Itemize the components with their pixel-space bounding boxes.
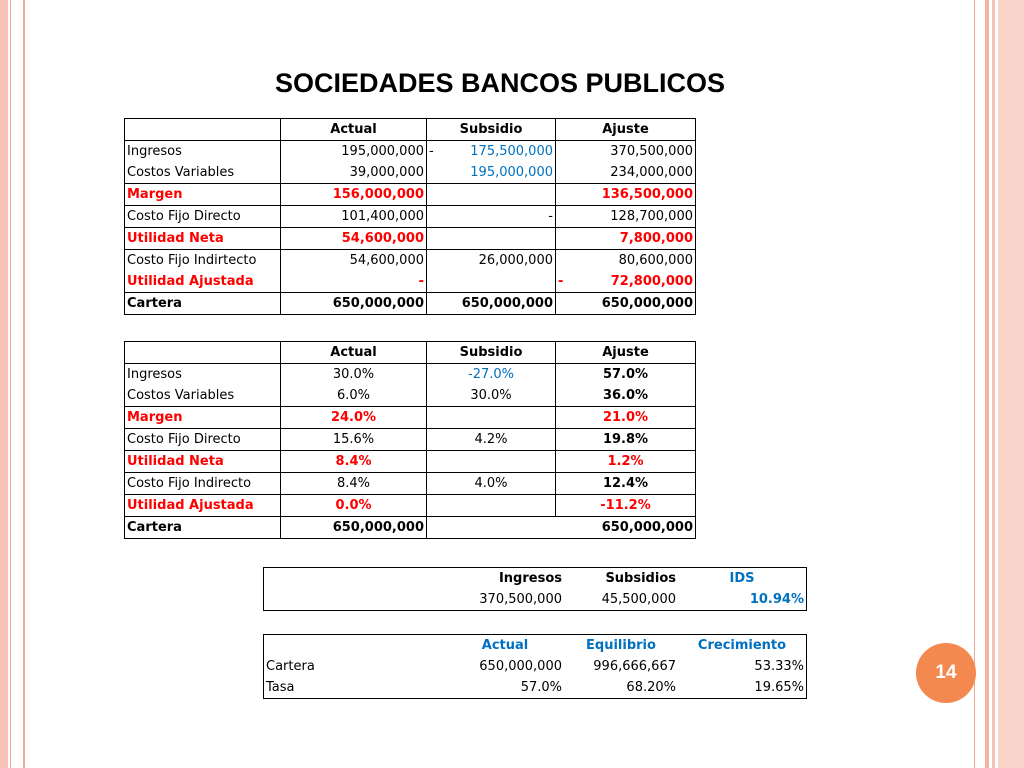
cell-value: 195,000,000 [427, 162, 556, 184]
table-ids [263, 567, 807, 611]
row-label: Margen [125, 407, 281, 429]
cell-value: 53.33% [678, 656, 807, 677]
table-row [125, 162, 696, 184]
left-stripe-inner [23, 0, 25, 768]
header-cell: IDS [678, 568, 807, 590]
row-label: Cartera [125, 293, 281, 315]
cell-value: 39,000,000 [281, 162, 427, 184]
right-decorative-border [974, 0, 1024, 768]
table-row [125, 451, 696, 473]
cell-value: 101,400,000 [281, 206, 427, 228]
cell-value [427, 517, 556, 539]
table-row [125, 473, 696, 495]
header-cell: Actual [281, 119, 427, 141]
table-header-row [264, 635, 807, 657]
slide-title: SOCIEDADES BANCOS PUBLICOS [274, 68, 726, 98]
header-cell: Subsidio [427, 342, 556, 364]
row-label: Tasa [264, 677, 447, 699]
cell-value: 7,800,000 [556, 228, 696, 250]
cell-value: 195,000,000 [281, 141, 427, 163]
cell-text: 175,500,000 [470, 144, 553, 159]
header-cell: Subsidio [427, 119, 556, 141]
cell-value: 30.0% [427, 385, 556, 407]
header-cell [264, 568, 447, 590]
cell-value: 650,000,000 [556, 517, 696, 539]
cell-value: 12.4% [556, 473, 696, 495]
cell-value: 4.0% [427, 473, 556, 495]
table-row [125, 141, 696, 163]
row-label: Costo Fijo Directo [125, 206, 281, 228]
header-cell: Crecimiento [678, 635, 807, 657]
table-row [125, 429, 696, 451]
table-row [125, 228, 696, 250]
row-label: Costos Variables [125, 385, 281, 407]
table-row [125, 364, 696, 386]
row-label: Utilidad Neta [125, 451, 281, 473]
header-cell: Ajuste [556, 342, 696, 364]
table-valores [124, 118, 696, 315]
table-row [125, 184, 696, 206]
row-label: Cartera [264, 656, 447, 677]
header-cell: Ajuste [556, 119, 696, 141]
table-row [125, 250, 696, 272]
cell-value: 24.0% [281, 407, 427, 429]
header-cell [125, 342, 281, 364]
cell-value [427, 271, 556, 293]
cell-value: -27.0% [427, 364, 556, 386]
cell-value: 54,600,000 [281, 250, 427, 272]
page-number-badge: 14 [916, 643, 976, 703]
table-row [125, 271, 696, 293]
cell-value [556, 271, 696, 293]
row-label [264, 589, 447, 611]
cell-value: 996,666,667 [593, 659, 676, 674]
cell-value [427, 184, 556, 206]
row-label: Ingresos [125, 141, 281, 163]
cell-value [427, 495, 556, 517]
negative-sign: - [558, 274, 564, 289]
cell-value [427, 407, 556, 429]
table-header-row [125, 342, 696, 364]
row-label: Utilidad Neta [125, 228, 281, 250]
cell-value: 19.8% [556, 429, 696, 451]
cell-value: 15.6% [281, 429, 427, 451]
right-stripe-thin [974, 0, 975, 768]
row-label: Utilidad Ajustada [125, 271, 281, 293]
left-stripe-thin [10, 0, 11, 768]
cell-value: 45,500,000 [564, 589, 678, 611]
table-row [264, 677, 807, 699]
cell-value [427, 228, 556, 250]
cell-value: 4.2% [427, 429, 556, 451]
cell-value: - [427, 206, 556, 228]
left-decorative-border [0, 0, 30, 768]
cell-value: 650,000,000 [556, 293, 696, 315]
header-cell: Equilibrio [564, 635, 678, 657]
cell-value: 650,000,000 [281, 293, 427, 315]
cell-value: 0.0% [281, 495, 427, 517]
cell-value: 370,500,000 [446, 589, 564, 611]
cell-value: 36.0% [556, 385, 696, 407]
right-stripe-2 [992, 0, 995, 768]
cell-value [427, 451, 556, 473]
cell-value [427, 141, 556, 163]
table-row [264, 656, 807, 677]
cell-value: 650,000,000 [479, 659, 562, 674]
header-cell: Subsidios [564, 568, 678, 590]
cell-value: 8.4% [281, 451, 427, 473]
header-cell [125, 119, 281, 141]
cell-value: 370,500,000 [556, 141, 696, 163]
row-label: Margen [125, 184, 281, 206]
table-header-row [264, 568, 807, 590]
cell-value: 1.2% [556, 451, 696, 473]
negative-sign: - [429, 144, 434, 159]
row-label: Cartera [125, 517, 281, 539]
table-row [125, 407, 696, 429]
right-stripe-1 [985, 0, 989, 768]
table-row [125, 495, 696, 517]
row-label: Costos Variables [125, 162, 281, 184]
cell-value: -11.2% [556, 495, 696, 517]
table-row [125, 517, 696, 539]
cell-value: 136,500,000 [556, 184, 696, 206]
cell-value: 57.0% [556, 364, 696, 386]
cell-value: 156,000,000 [281, 184, 427, 206]
cell-value: 19.65% [678, 677, 807, 699]
cell-value: 80,600,000 [556, 250, 696, 272]
cell-value: 57.0% [446, 677, 564, 699]
cell-value: 54,600,000 [281, 228, 427, 250]
row-label: Costo Fijo Indirecto [125, 473, 281, 495]
cell-value: 234,000,000 [556, 162, 696, 184]
right-stripe-wide [998, 0, 1024, 768]
cell-value: 68.20% [564, 677, 678, 699]
table-row [264, 589, 807, 611]
cell-value: 128,700,000 [556, 206, 696, 228]
header-cell [264, 635, 447, 657]
table-crecimiento [263, 634, 807, 699]
cell-value: 30.0% [281, 364, 427, 386]
row-label: Utilidad Ajustada [125, 495, 281, 517]
table-row [125, 385, 696, 407]
cell-value: 26,000,000 [427, 250, 556, 272]
header-cell: Actual [281, 342, 427, 364]
row-label: Costo Fijo Directo [125, 429, 281, 451]
header-cell: Actual [446, 635, 564, 657]
left-stripe-wide [0, 0, 8, 768]
table-porcentajes [124, 341, 696, 539]
row-label: Ingresos [125, 364, 281, 386]
row-label: Costo Fijo Indirtecto [125, 250, 281, 272]
cell-value: 6.0% [281, 385, 427, 407]
cell-value: 650,000,000 [427, 293, 556, 315]
cell-text: 72,800,000 [610, 274, 693, 289]
cell-value: 10.94% [678, 589, 807, 611]
header-cell: Ingresos [446, 568, 564, 590]
table-row [125, 206, 696, 228]
cell-value: 8.4% [281, 473, 427, 495]
cell-value: - [281, 271, 427, 293]
cell-value: 21.0% [556, 407, 696, 429]
table-row [125, 293, 696, 315]
table-header-row [125, 119, 696, 141]
cell-value: 650,000,000 [281, 517, 427, 539]
